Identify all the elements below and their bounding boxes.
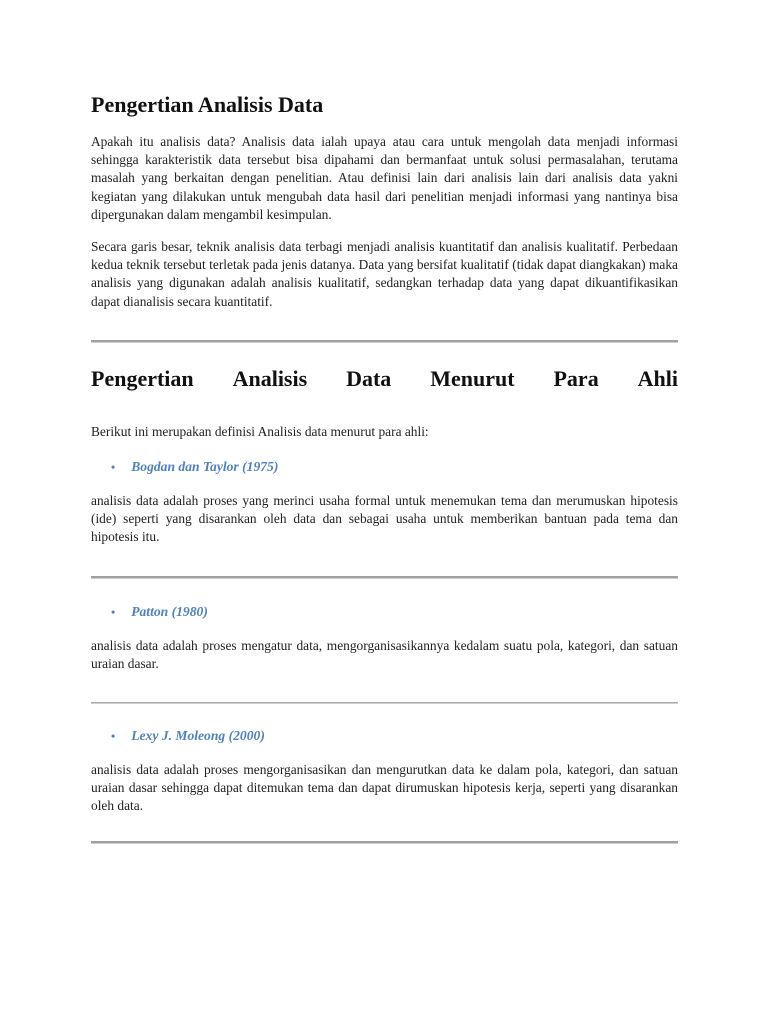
horizontal-rule (91, 576, 678, 579)
expert-definition-patton: analisis data adalah proses mengatur data, mengorganisasikannya kedalam suatu pola, kategori, dan satuan uraian dasar. (91, 637, 678, 671)
document-content (91, 88, 678, 844)
paragraph-definition: Apakah itu analisis data? Analisis data ialah upaya atau cara untuk mengolah data menjadi informasi sehingga karakteristik data tersebut bisa dipahami dan bermanfaat untuk solusi permasalahan, terutama masalah yang berkaitan dengan penelitian. Atau definisi lain dari analisis lain dari analisis data yakni kegiatan yang dilakukan untuk mengubah data hasil dari penelitian menjadi informasi yang nantinya bisa dipergunakan dalam mengambil kesimpulan. (91, 134, 678, 222)
expert-definition-moleong: analisis data adalah proses mengorganisasikan dan mengurutkan data ke dalam pola, kategori, dan satuan uraian dasar sehingga dapat ditemukan tema dan dapat dirumuskan hipotesis kerja, seperti yang disarankan oleh data. (91, 762, 678, 814)
title-word: Analisis (232, 365, 308, 391)
expert-heading-moleong (111, 727, 678, 745)
expert-name: Patton (1980) (131, 603, 208, 619)
horizontal-rule (91, 841, 678, 844)
experts-intro: Berikut ini merupakan definisi Analisis data menurut para ahli: (91, 423, 429, 439)
expert-name: Lexy J. Moleong (2000) (131, 728, 265, 744)
title-word: Ahli (637, 365, 678, 391)
section-title-menurut-para-ahli (91, 362, 678, 396)
horizontal-rule (91, 340, 678, 343)
section-title-pengertian-analisis-data: Pengertian Analisis Data (91, 92, 324, 117)
bullet-icon: • (111, 729, 116, 744)
bullet-icon: • (111, 460, 116, 475)
bullet-icon: • (111, 604, 116, 619)
title-word: Para (553, 365, 599, 391)
title-word: Data (346, 365, 392, 391)
expert-definition-bogdan-taylor: analisis data adalah proses yang merinci usaha formal untuk menemukan tema dan merumuskan hipotesis (ide) seperti yang disarankan oleh data dan sebagai usaha untuk memberikan bantuan pada tema dan hipotesis itu. (91, 493, 678, 545)
expert-heading-bogdan-taylor (111, 458, 678, 476)
paragraph-techniques: Secara garis besar, teknik analisis data terbagi menjadi analisis kuantitatif dan analisis kualitatif. Perbedaan kedua teknik tersebut terletak pada jenis datanya. Data yang bersifat kualitatif (tidak dapat diangkakan) maka analisis yang digunakan adalah analisis kualitatif, sedangkan terhadap data yang dapat dikuantifikasikan dapat dianalisis secara kuantitatif. (91, 239, 678, 309)
horizontal-rule (91, 702, 678, 704)
title-word: Pengertian (91, 365, 194, 391)
expert-name: Bogdan dan Taylor (1975) (131, 459, 279, 475)
expert-heading-patton (111, 603, 678, 621)
title-word: Menurut (430, 365, 515, 391)
